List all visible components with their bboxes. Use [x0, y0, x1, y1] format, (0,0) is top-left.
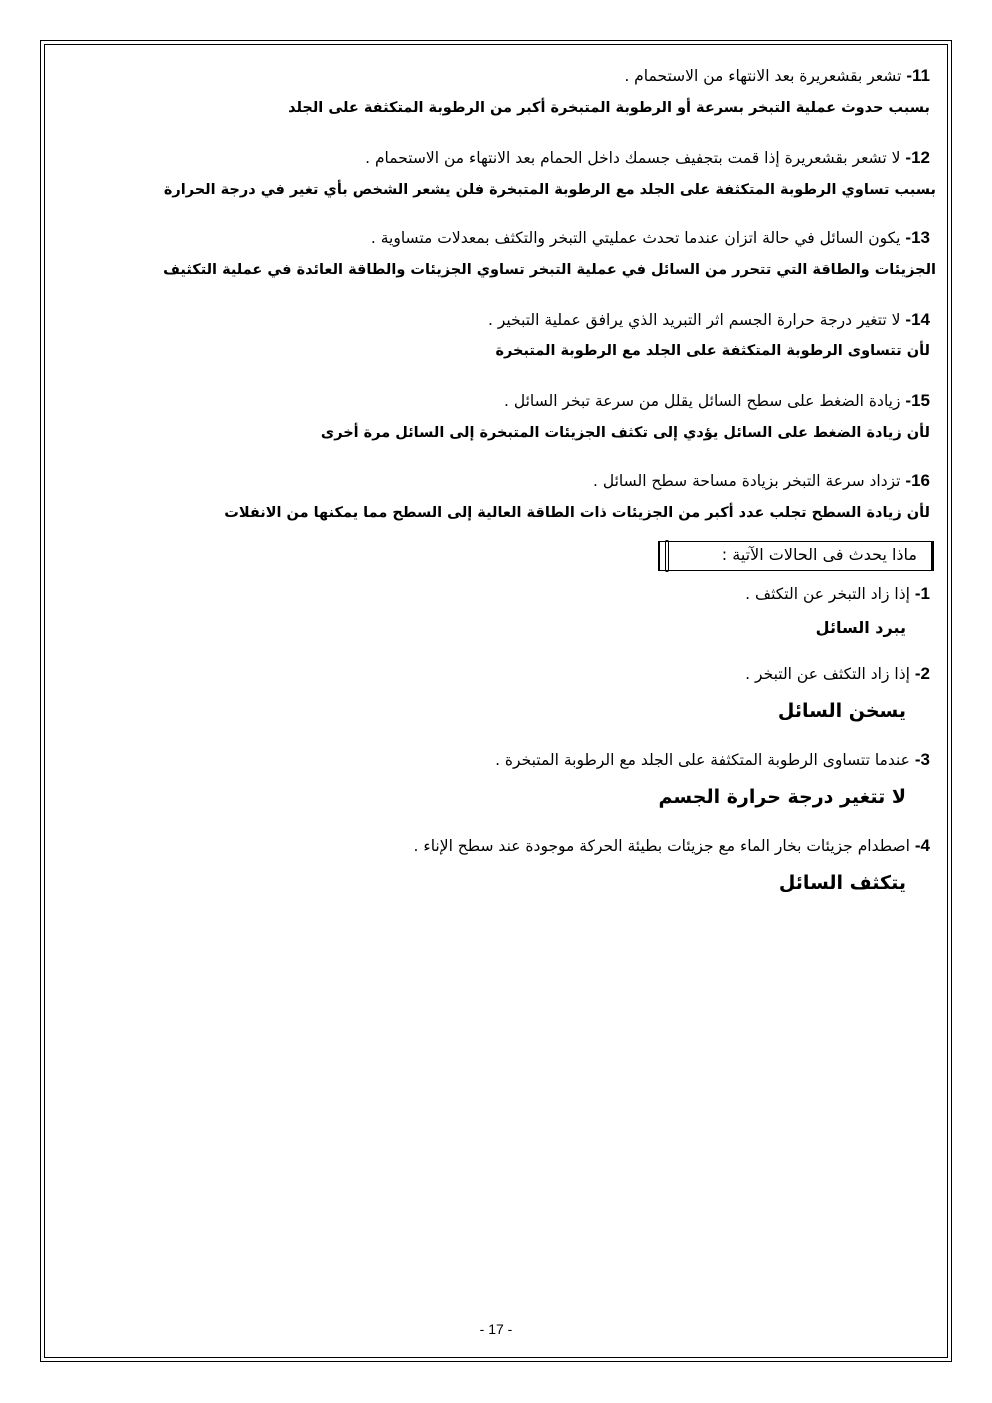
question-text: لا تتغير درجة حرارة الجسم اثر التبريد الذي يرافق عملية التبخير . — [487, 311, 901, 329]
section-heading: ماذا يحدث فى الحالات الآتية : — [721, 545, 917, 564]
question-number: 14- — [905, 310, 930, 329]
question-text: زيادة الضغط على سطح السائل يقلل من سرعة تبخر السائل . — [504, 392, 901, 410]
answer-16: لأن زيادة السطح تجلب عدد أكبر من الجزيئات ذات الطاقة العالية إلى السطح مما يمكنها من الانفلات — [224, 505, 930, 521]
case-3-question — [495, 750, 930, 770]
question-15 — [504, 391, 930, 411]
case-2-answer: يسخن السائل — [777, 700, 906, 722]
question-text: يكون السائل في حالة اتزان عندما تحدث عمليتي التبخر والتكثف بمعدلات متساوية . — [370, 229, 901, 247]
answer-12: بسبب تساوي الرطوبة المتكثفة على الجلد مع الرطوبة المتبخرة فلن يشعر الشخص بأي تغير في درجة الحرارة — [163, 182, 936, 198]
case-3-answer: لا تتغير درجة حرارة الجسم — [658, 786, 906, 808]
question-14 — [488, 310, 930, 330]
case-text: إذا زاد التكثف عن التبخر . — [745, 665, 910, 683]
question-text: تزداد سرعة التبخر بزيادة مساحة سطح السائل . — [593, 472, 901, 490]
case-number: 2- — [914, 664, 930, 683]
question-13 — [371, 228, 930, 248]
section-heading-box — [658, 541, 934, 571]
case-2-question — [745, 664, 930, 684]
question-12 — [365, 148, 930, 168]
question-16 — [593, 471, 930, 491]
case-number: 1- — [914, 584, 930, 603]
page-number: - 17 - — [479, 1321, 513, 1337]
case-4-answer: يتكثف السائل — [778, 872, 906, 894]
question-text: لا تشعر بقشعريرة إذا قمت بتجفيف جسمك داخل الحمام بعد الانتهاء من الاستحمام . — [365, 149, 901, 167]
question-number: 11- — [906, 66, 930, 85]
case-number: 3- — [914, 750, 930, 769]
question-11 — [624, 66, 930, 86]
case-4-question — [414, 836, 930, 856]
answer-11: بسبب حدوث عملية التبخر بسرعة أو الرطوبة المتبخرة أكبر من الرطوبة المتكثفة على الجلد — [288, 100, 930, 116]
answer-14: لأن تتساوى الرطوبة المتكثفة على الجلد مع الرطوبة المتبخرة — [495, 343, 930, 359]
question-number: 13- — [905, 228, 930, 247]
case-number: 4- — [914, 836, 930, 855]
case-text: عندما تتساوى الرطوبة المتكثفة على الجلد مع الرطوبة المتبخرة . — [495, 751, 910, 769]
scroll-curl-decoration — [665, 540, 669, 572]
question-number: 15- — [905, 391, 930, 410]
question-number: 16- — [905, 471, 930, 490]
answer-13: الجزيئات والطاقة التي تتحرر من السائل في عملية التبخر تساوي الجزيئات والطاقة العائدة في عملية التكثيف — [163, 262, 936, 278]
case-text: إذا زاد التبخر عن التكثف . — [745, 585, 910, 603]
question-text: تشعر بقشعريرة بعد الانتهاء من الاستحمام . — [624, 67, 902, 85]
case-1-question — [745, 584, 930, 604]
question-number: 12- — [905, 148, 930, 167]
case-text: اصطدام جزيئات بخار الماء مع جزيئات بطيئة الحركة موجودة عند سطح الإناء . — [413, 837, 910, 855]
case-1-answer: يبرد السائل — [815, 618, 906, 637]
answer-15: لأن زيادة الضغط على السائل يؤدي إلى تكثف الجزيئات المتبخرة إلى السائل مرة أخرى — [320, 425, 930, 441]
